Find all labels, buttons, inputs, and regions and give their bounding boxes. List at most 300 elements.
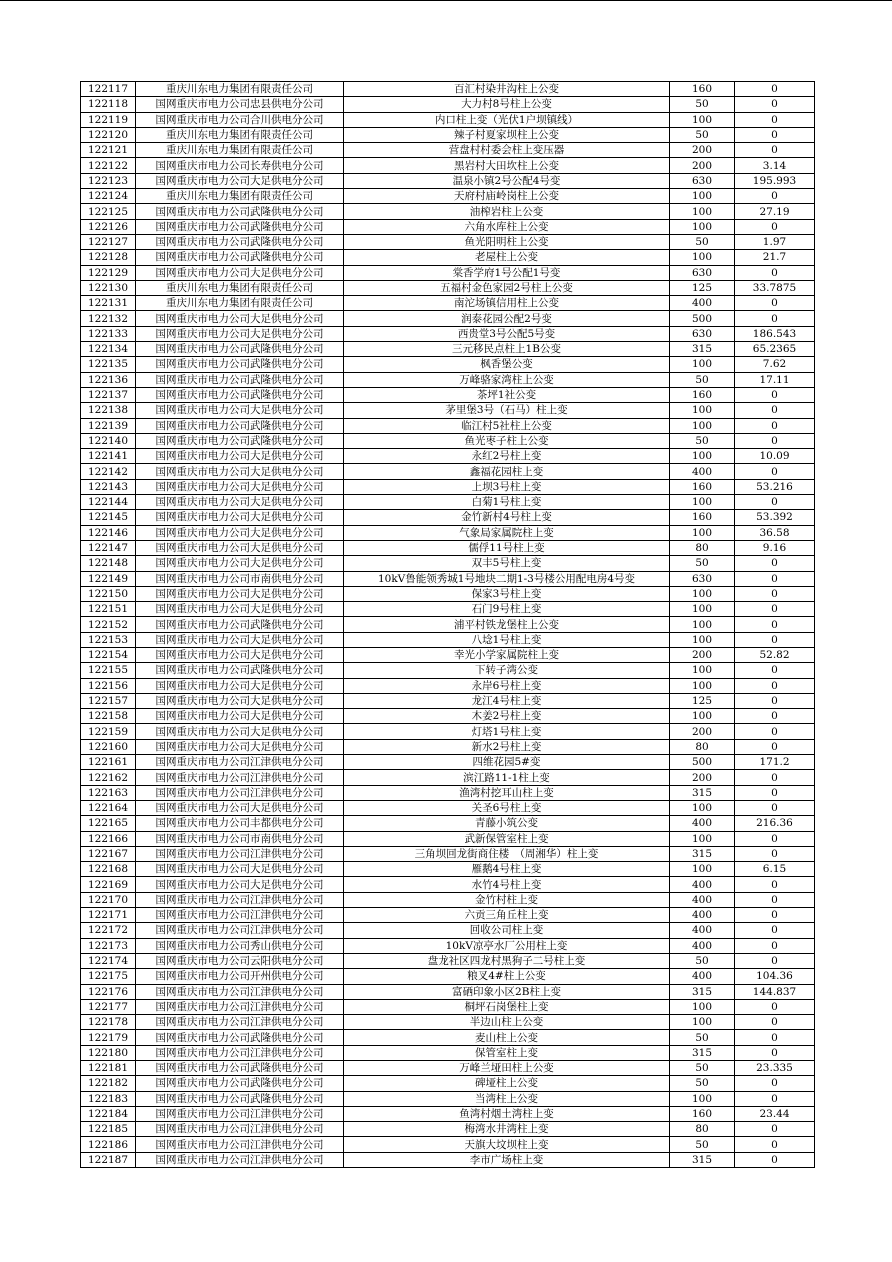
table-body — [81, 82, 815, 1168]
cell-id: 122129 — [81, 265, 136, 280]
cell-name: 温泉小镇2号公配4号变 — [344, 173, 670, 188]
cell-company: 国网重庆市电力公司大足供电分公司 — [136, 556, 344, 571]
cell-id: 122184 — [81, 1106, 136, 1121]
table-row — [81, 280, 815, 295]
cell-capacity: 315 — [670, 984, 735, 999]
cell-value: 0 — [735, 632, 815, 647]
cell-capacity: 160 — [670, 387, 735, 402]
table-row — [81, 342, 815, 357]
cell-capacity: 100 — [670, 709, 735, 724]
cell-name: 下转子湾公变 — [344, 663, 670, 678]
cell-value: 53.216 — [735, 479, 815, 494]
cell-company: 国网重庆市电力公司云阳供电分公司 — [136, 953, 344, 968]
table-row — [81, 127, 815, 142]
cell-company: 国网重庆市电力公司大足供电分公司 — [136, 724, 344, 739]
table-row — [81, 311, 815, 326]
cell-name: 麦山柱上公变 — [344, 1030, 670, 1045]
cell-company: 重庆川东电力集团有限责任公司 — [136, 280, 344, 295]
cell-id: 122169 — [81, 877, 136, 892]
cell-name: 石门9号柱上变 — [344, 602, 670, 617]
table-row — [81, 1015, 815, 1030]
cell-capacity: 50 — [670, 97, 735, 112]
cell-id: 122156 — [81, 678, 136, 693]
cell-capacity: 400 — [670, 908, 735, 923]
cell-company: 国网重庆市电力公司江津供电分公司 — [136, 908, 344, 923]
cell-value: 0 — [735, 739, 815, 754]
cell-name: 碑垭柱上公变 — [344, 1076, 670, 1091]
cell-capacity: 100 — [670, 525, 735, 540]
table-row — [81, 678, 815, 693]
cell-value: 23.44 — [735, 1106, 815, 1121]
cell-value: 0 — [735, 433, 815, 448]
cell-name: 气象局家属院柱上变 — [344, 525, 670, 540]
cell-company: 国网重庆市电力公司武隆供电分公司 — [136, 357, 344, 372]
cell-company: 国网重庆市电力公司大足供电分公司 — [136, 709, 344, 724]
cell-capacity: 100 — [670, 495, 735, 510]
cell-company: 重庆川东电力集团有限责任公司 — [136, 82, 344, 97]
cell-name: 油榨岩柱上公变 — [344, 204, 670, 219]
cell-id: 122148 — [81, 556, 136, 571]
cell-id: 122126 — [81, 219, 136, 234]
table-row — [81, 372, 815, 387]
cell-company: 国网重庆市电力公司江津供电分公司 — [136, 1137, 344, 1152]
cell-capacity: 100 — [670, 586, 735, 601]
cell-value: 0 — [735, 189, 815, 204]
cell-company: 国网重庆市电力公司大足供电分公司 — [136, 525, 344, 540]
cell-value: 65.2365 — [735, 342, 815, 357]
cell-value: 0 — [735, 1015, 815, 1030]
cell-company: 国网重庆市电力公司武隆供电分公司 — [136, 1061, 344, 1076]
cell-value: 0 — [735, 602, 815, 617]
cell-value: 33.7875 — [735, 280, 815, 295]
cell-value: 0 — [735, 846, 815, 861]
cell-name: 枫香堡公变 — [344, 357, 670, 372]
cell-capacity: 50 — [670, 433, 735, 448]
cell-company: 国网重庆市电力公司大足供电分公司 — [136, 540, 344, 555]
cell-capacity: 50 — [670, 556, 735, 571]
table-row — [81, 387, 815, 402]
cell-name: 营盘村村委会柱上变压器 — [344, 143, 670, 158]
table-row — [81, 571, 815, 586]
cell-id: 122143 — [81, 479, 136, 494]
cell-value: 0 — [735, 127, 815, 142]
cell-value: 53.392 — [735, 510, 815, 525]
cell-company: 国网重庆市电力公司江津供电分公司 — [136, 1045, 344, 1060]
cell-name: 浦平村铁龙堡柱上公变 — [344, 617, 670, 632]
cell-id: 122175 — [81, 969, 136, 984]
cell-capacity: 100 — [670, 1015, 735, 1030]
cell-name: 水竹4号柱上变 — [344, 877, 670, 892]
table-row — [81, 724, 815, 739]
cell-capacity: 100 — [670, 189, 735, 204]
cell-value: 0 — [735, 1152, 815, 1167]
cell-company: 国网重庆市电力公司忠县供电分公司 — [136, 97, 344, 112]
cell-value: 17.11 — [735, 372, 815, 387]
cell-id: 122173 — [81, 938, 136, 953]
cell-id: 122161 — [81, 755, 136, 770]
cell-value: 195.993 — [735, 173, 815, 188]
cell-name: 保管室柱上变 — [344, 1045, 670, 1060]
cell-value: 0 — [735, 831, 815, 846]
cell-value: 104.36 — [735, 969, 815, 984]
cell-name: 三元移民点柱上1B公变 — [344, 342, 670, 357]
cell-capacity: 315 — [670, 846, 735, 861]
cell-company: 重庆川东电力集团有限责任公司 — [136, 296, 344, 311]
cell-capacity: 100 — [670, 632, 735, 647]
cell-value: 0 — [735, 296, 815, 311]
cell-capacity: 100 — [670, 663, 735, 678]
cell-name: 白菊1号柱上变 — [344, 495, 670, 510]
table-row — [81, 586, 815, 601]
cell-value: 7.62 — [735, 357, 815, 372]
cell-name: 盘龙社区四龙村黑狗子二号柱上变 — [344, 953, 670, 968]
cell-value: 0 — [735, 112, 815, 127]
cell-id: 122177 — [81, 999, 136, 1014]
cell-value: 0 — [735, 1045, 815, 1060]
cell-id: 122137 — [81, 387, 136, 402]
cell-value: 0 — [735, 556, 815, 571]
cell-capacity: 125 — [670, 693, 735, 708]
cell-name: 滨江路11-1柱上变 — [344, 770, 670, 785]
cell-value: 0 — [735, 464, 815, 479]
cell-value: 0 — [735, 311, 815, 326]
cell-name: 幸光小学家属院柱上变 — [344, 647, 670, 662]
cell-id: 122130 — [81, 280, 136, 295]
cell-capacity: 315 — [670, 1152, 735, 1167]
cell-name: 茶坪1社公变 — [344, 387, 670, 402]
cell-name: 鱼光枣子柱上公变 — [344, 433, 670, 448]
cell-company: 重庆川东电力集团有限责任公司 — [136, 127, 344, 142]
cell-name: 内口柱上变（光伏1户坝镇线） — [344, 112, 670, 127]
cell-capacity: 400 — [670, 969, 735, 984]
cell-company: 国网重庆市电力公司大足供电分公司 — [136, 479, 344, 494]
cell-company: 国网重庆市电力公司大足供电分公司 — [136, 326, 344, 341]
cell-company: 国网重庆市电力公司大足供电分公司 — [136, 449, 344, 464]
cell-id: 122178 — [81, 1015, 136, 1030]
table-row — [81, 1045, 815, 1060]
cell-capacity: 100 — [670, 678, 735, 693]
cell-value: 1.97 — [735, 234, 815, 249]
cell-value: 0 — [735, 999, 815, 1014]
cell-capacity: 630 — [670, 265, 735, 280]
cell-id: 122170 — [81, 892, 136, 907]
cell-name: 双丰5号柱上变 — [344, 556, 670, 571]
cell-company: 国网重庆市电力公司江津供电分公司 — [136, 1122, 344, 1137]
table-row — [81, 831, 815, 846]
cell-capacity: 80 — [670, 1122, 735, 1137]
cell-id: 122168 — [81, 862, 136, 877]
cell-value: 0 — [735, 1137, 815, 1152]
cell-id: 122133 — [81, 326, 136, 341]
cell-capacity: 630 — [670, 173, 735, 188]
cell-company: 国网重庆市电力公司大足供电分公司 — [136, 265, 344, 280]
cell-capacity: 200 — [670, 158, 735, 173]
cell-value: 0 — [735, 219, 815, 234]
cell-value: 216.36 — [735, 816, 815, 831]
cell-name: 百汇村染井沟柱上公变 — [344, 82, 670, 97]
cell-value: 23.335 — [735, 1061, 815, 1076]
cell-name: 棠香学府1号公配1号变 — [344, 265, 670, 280]
cell-company: 国网重庆市电力公司江津供电分公司 — [136, 984, 344, 999]
cell-id: 122117 — [81, 82, 136, 97]
page-top-rule — [0, 0, 892, 1]
cell-id: 122128 — [81, 250, 136, 265]
cell-name: 保家3号柱上变 — [344, 586, 670, 601]
cell-capacity: 400 — [670, 816, 735, 831]
cell-company: 重庆川东电力集团有限责任公司 — [136, 189, 344, 204]
table-row — [81, 234, 815, 249]
cell-value: 0 — [735, 908, 815, 923]
table-row — [81, 969, 815, 984]
cell-id: 122158 — [81, 709, 136, 724]
cell-capacity: 200 — [670, 647, 735, 662]
table-row — [81, 984, 815, 999]
cell-company: 国网重庆市电力公司江津供电分公司 — [136, 892, 344, 907]
cell-value: 0 — [735, 1122, 815, 1137]
cell-capacity: 125 — [670, 280, 735, 295]
cell-name: 10kV凉亭水厂公用柱上变 — [344, 938, 670, 953]
cell-name: 金竹新村4号柱上变 — [344, 510, 670, 525]
table-row — [81, 617, 815, 632]
cell-id: 122142 — [81, 464, 136, 479]
cell-name: 木姜2号柱上变 — [344, 709, 670, 724]
table-row — [81, 816, 815, 831]
cell-company: 国网重庆市电力公司大足供电分公司 — [136, 647, 344, 662]
cell-company: 国网重庆市电力公司武隆供电分公司 — [136, 418, 344, 433]
cell-value: 0 — [735, 571, 815, 586]
cell-value: 0 — [735, 617, 815, 632]
table-row — [81, 1106, 815, 1121]
table-row — [81, 525, 815, 540]
cell-id: 122121 — [81, 143, 136, 158]
cell-value: 0 — [735, 785, 815, 800]
cell-name: 武新保管室柱上变 — [344, 831, 670, 846]
cell-company: 国网重庆市电力公司江津供电分公司 — [136, 923, 344, 938]
cell-id: 122135 — [81, 357, 136, 372]
cell-company: 国网重庆市电力公司丰都供电分公司 — [136, 816, 344, 831]
cell-name: 李市广场柱上变 — [344, 1152, 670, 1167]
cell-name: 万峰兰垭田柱上公变 — [344, 1061, 670, 1076]
cell-id: 122150 — [81, 586, 136, 601]
table-row — [81, 1122, 815, 1137]
table-row — [81, 510, 815, 525]
cell-name: 辣子村夏家坝柱上公变 — [344, 127, 670, 142]
cell-capacity: 100 — [670, 403, 735, 418]
cell-company: 国网重庆市电力公司大足供电分公司 — [136, 800, 344, 815]
table-row — [81, 755, 815, 770]
table-row — [81, 97, 815, 112]
table-row — [81, 953, 815, 968]
cell-name: 天府村庙岭岗柱上公变 — [344, 189, 670, 204]
cell-id: 122145 — [81, 510, 136, 525]
cell-id: 122171 — [81, 908, 136, 923]
cell-id: 122134 — [81, 342, 136, 357]
cell-id: 122160 — [81, 739, 136, 754]
cell-id: 122119 — [81, 112, 136, 127]
cell-capacity: 100 — [670, 831, 735, 846]
cell-id: 122124 — [81, 189, 136, 204]
cell-company: 国网重庆市电力公司武隆供电分公司 — [136, 617, 344, 632]
cell-name: 半边山柱上公变 — [344, 1015, 670, 1030]
table-row — [81, 632, 815, 647]
cell-company: 国网重庆市电力公司江津供电分公司 — [136, 770, 344, 785]
table-row — [81, 709, 815, 724]
cell-capacity: 160 — [670, 510, 735, 525]
cell-capacity: 400 — [670, 877, 735, 892]
table-row — [81, 143, 815, 158]
cell-id: 122123 — [81, 173, 136, 188]
cell-company: 国网重庆市电力公司合川供电分公司 — [136, 112, 344, 127]
cell-capacity: 80 — [670, 540, 735, 555]
table-row — [81, 1076, 815, 1091]
table-row — [81, 189, 815, 204]
cell-id: 122180 — [81, 1045, 136, 1060]
cell-company: 国网重庆市电力公司武隆供电分公司 — [136, 1030, 344, 1045]
cell-id: 122174 — [81, 953, 136, 968]
cell-id: 122140 — [81, 433, 136, 448]
table-row — [81, 770, 815, 785]
cell-name: 渔湾村挖耳山柱上变 — [344, 785, 670, 800]
cell-company: 国网重庆市电力公司大足供电分公司 — [136, 862, 344, 877]
cell-value: 171.2 — [735, 755, 815, 770]
cell-name: 龙江4号柱上变 — [344, 693, 670, 708]
cell-id: 122164 — [81, 800, 136, 815]
table-row — [81, 158, 815, 173]
cell-value: 0 — [735, 938, 815, 953]
cell-id: 122159 — [81, 724, 136, 739]
table-row — [81, 1061, 815, 1076]
cell-id: 122185 — [81, 1122, 136, 1137]
cell-capacity: 50 — [670, 953, 735, 968]
cell-value: 0 — [735, 678, 815, 693]
cell-value: 10.09 — [735, 449, 815, 464]
cell-id: 122139 — [81, 418, 136, 433]
cell-name: 茅里堡3号（石马）柱上变 — [344, 403, 670, 418]
cell-name: 回收公司柱上变 — [344, 923, 670, 938]
cell-id: 122162 — [81, 770, 136, 785]
cell-company: 国网重庆市电力公司长寿供电分公司 — [136, 158, 344, 173]
cell-id: 122136 — [81, 372, 136, 387]
cell-name: 临江村5社柱上公变 — [344, 418, 670, 433]
cell-company: 国网重庆市电力公司大足供电分公司 — [136, 464, 344, 479]
cell-value: 144.837 — [735, 984, 815, 999]
table-row — [81, 785, 815, 800]
cell-capacity: 80 — [670, 739, 735, 754]
cell-capacity: 100 — [670, 602, 735, 617]
table-row — [81, 693, 815, 708]
cell-capacity: 50 — [670, 1076, 735, 1091]
cell-value: 9.16 — [735, 540, 815, 555]
cell-company: 国网重庆市电力公司武隆供电分公司 — [136, 387, 344, 402]
cell-capacity: 100 — [670, 617, 735, 632]
cell-id: 122146 — [81, 525, 136, 540]
cell-id: 122144 — [81, 495, 136, 510]
table-row — [81, 892, 815, 907]
table-row — [81, 602, 815, 617]
cell-id: 122181 — [81, 1061, 136, 1076]
cell-capacity: 100 — [670, 250, 735, 265]
cell-name: 鱼湾村烟土湾柱上变 — [344, 1106, 670, 1121]
cell-name: 鑫福花园柱上变 — [344, 464, 670, 479]
cell-company: 国网重庆市电力公司武隆供电分公司 — [136, 1091, 344, 1106]
cell-id: 122153 — [81, 632, 136, 647]
cell-capacity: 100 — [670, 219, 735, 234]
cell-company: 国网重庆市电力公司武隆供电分公司 — [136, 219, 344, 234]
cell-capacity: 315 — [670, 785, 735, 800]
cell-capacity: 160 — [670, 82, 735, 97]
cell-company: 国网重庆市电力公司开州供电分公司 — [136, 969, 344, 984]
cell-value: 0 — [735, 663, 815, 678]
table-row — [81, 846, 815, 861]
cell-value: 0 — [735, 387, 815, 402]
cell-value: 36.58 — [735, 525, 815, 540]
table-row — [81, 877, 815, 892]
cell-value: 0 — [735, 800, 815, 815]
cell-name: 老屋柱上公变 — [344, 250, 670, 265]
cell-capacity: 315 — [670, 1045, 735, 1060]
table-row — [81, 433, 815, 448]
cell-value: 0 — [735, 143, 815, 158]
cell-value: 0 — [735, 693, 815, 708]
cell-id: 122157 — [81, 693, 136, 708]
table-row — [81, 173, 815, 188]
cell-capacity: 160 — [670, 1106, 735, 1121]
cell-capacity: 100 — [670, 1091, 735, 1106]
cell-capacity: 160 — [670, 479, 735, 494]
cell-name: 西贵堂3号公配5号变 — [344, 326, 670, 341]
cell-value: 0 — [735, 953, 815, 968]
table-row — [81, 556, 815, 571]
cell-id: 122125 — [81, 204, 136, 219]
cell-value: 0 — [735, 1030, 815, 1045]
cell-capacity: 500 — [670, 311, 735, 326]
cell-value: 0 — [735, 586, 815, 601]
cell-name: 儒俘11号柱上变 — [344, 540, 670, 555]
cell-capacity: 315 — [670, 342, 735, 357]
table-row — [81, 250, 815, 265]
table-row — [81, 112, 815, 127]
table-row — [81, 219, 815, 234]
cell-name: 雁鹅4号柱上变 — [344, 862, 670, 877]
cell-name: 润泰花园公配2号变 — [344, 311, 670, 326]
table-row — [81, 1091, 815, 1106]
cell-company: 国网重庆市电力公司武隆供电分公司 — [136, 433, 344, 448]
cell-company: 国网重庆市电力公司大足供电分公司 — [136, 495, 344, 510]
table-row — [81, 862, 815, 877]
cell-company: 国网重庆市电力公司武隆供电分公司 — [136, 342, 344, 357]
cell-name: 五福村金色家园2号柱上公变 — [344, 280, 670, 295]
cell-id: 122122 — [81, 158, 136, 173]
cell-name: 梅湾水井湾柱上变 — [344, 1122, 670, 1137]
cell-id: 122165 — [81, 816, 136, 831]
cell-id: 122131 — [81, 296, 136, 311]
cell-company: 国网重庆市电力公司武隆供电分公司 — [136, 372, 344, 387]
cell-capacity: 50 — [670, 234, 735, 249]
cell-value: 21.7 — [735, 250, 815, 265]
cell-company: 国网重庆市电力公司武隆供电分公司 — [136, 1076, 344, 1091]
cell-company: 国网重庆市电力公司武隆供电分公司 — [136, 663, 344, 678]
cell-id: 122155 — [81, 663, 136, 678]
table-row — [81, 938, 815, 953]
cell-name: 天旗大坟坝柱上变 — [344, 1137, 670, 1152]
cell-name: 鱼光阳明柱上公变 — [344, 234, 670, 249]
cell-name: 永岸6号柱上变 — [344, 678, 670, 693]
cell-company: 国网重庆市电力公司大足供电分公司 — [136, 403, 344, 418]
table-row — [81, 663, 815, 678]
cell-company: 国网重庆市电力公司大足供电分公司 — [136, 877, 344, 892]
cell-company: 国网重庆市电力公司江津供电分公司 — [136, 846, 344, 861]
table-row — [81, 449, 815, 464]
